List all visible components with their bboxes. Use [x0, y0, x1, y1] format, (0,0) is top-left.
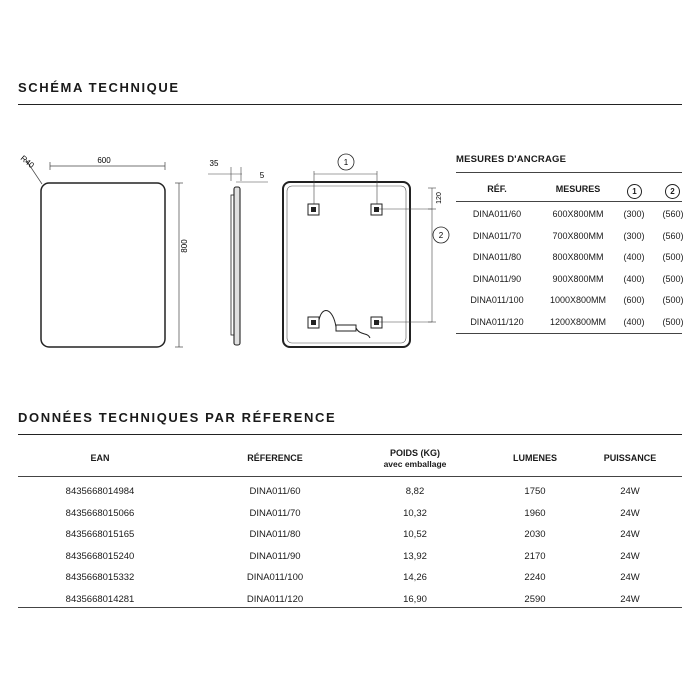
anchorage-cell-mesures: 1000X800MM: [549, 295, 607, 305]
tech-header-ean: EAN: [90, 453, 110, 463]
marker-2: 2: [438, 231, 444, 240]
tech-header-puissance: PUISSANCE: [603, 453, 657, 463]
anchorage-cell-c2: (500): [662, 252, 684, 262]
back-view: [283, 154, 449, 347]
tech-cell-ref: DINA011/100: [246, 572, 304, 584]
tech-cell-lumenes: 2240: [524, 572, 546, 584]
tech-cell-lumenes: 1960: [524, 507, 546, 519]
anchorage-header-rule: [456, 201, 682, 202]
tech-cell-ean: 8435668015066: [65, 507, 135, 519]
tech-cell-puissance: 24W: [620, 594, 640, 605]
anchorage-cell-c2: (560): [662, 209, 684, 219]
tech-cell-poids: 10,52: [403, 529, 427, 541]
tech-header-lumenes: LUMENES: [512, 453, 557, 463]
tech-cell-ean: 8435668014984: [65, 486, 135, 497]
anchorage-cell-ref: DINA011/60: [472, 209, 522, 219]
tech-cell-ean: 8435668015332: [65, 572, 135, 584]
tech-cell-puissance: 24W: [620, 507, 640, 519]
anchorage-cell-ref: DINA011/120: [470, 316, 524, 327]
anchorage-bottom-rule: [456, 333, 682, 334]
anchorage-cell-ref: DINA011/80: [472, 252, 522, 262]
tech-cell-lumenes: 1750: [524, 486, 546, 497]
tech-cell-poids: 10,32: [403, 507, 427, 519]
anchorage-cell-c2: (500): [662, 273, 684, 284]
schema-title: SCHÉMA TECHNIQUE: [18, 80, 180, 95]
anchorage-header-mesures: MESURES: [555, 184, 601, 194]
anchorage-cell-ref: DINA011/90: [472, 273, 522, 284]
anchorage-title: MESURES D'ANCRAGE: [456, 154, 567, 165]
tech-cell-puissance: 24W: [620, 529, 640, 541]
tech-cell-lumenes: 2590: [524, 594, 546, 605]
anchorage-cell-mesures: 700X800MM: [552, 230, 604, 241]
tech-cell-puissance: 24W: [620, 550, 640, 562]
tech-bottom-rule: [18, 607, 682, 608]
anchorage-cell-mesures: 800X800MM: [552, 252, 604, 262]
anchorage-cell-c2: (500): [662, 316, 684, 327]
marker-1: 1: [343, 158, 349, 167]
anchorage-header-c1: [627, 181, 642, 199]
tech-cell-lumenes: 2030: [524, 529, 546, 541]
anchorage-cell-c1: (300): [623, 209, 645, 219]
anchorage-header-ref: RÉF.: [487, 184, 507, 194]
tech-cell-ref: DINA011/80: [249, 529, 301, 541]
anchorage-cell-c2: (500): [662, 295, 684, 305]
dim-radius: R40: [18, 153, 36, 170]
dim-offset-120: 120: [436, 192, 443, 204]
dim-width: 600: [97, 156, 111, 165]
tech-cell-ref: DINA011/60: [249, 486, 301, 497]
tech-header-ref: RÉFERENCE: [247, 453, 303, 463]
anchorage-cell-c1: (400): [623, 252, 645, 262]
side-view: [208, 159, 268, 345]
anchorage-header-c2: [665, 181, 680, 199]
anchorage-top-rule: [456, 172, 682, 173]
circle-2-icon: 2: [665, 184, 680, 199]
tech-header-poids-sub: avec emballage: [383, 459, 447, 469]
anchorage-cell-c1: (300): [623, 230, 645, 241]
anchorage-cell-ref: DINA011/100: [470, 295, 524, 305]
tech-cell-ean: 8435668015165: [65, 529, 135, 541]
circle-1-icon: 1: [627, 184, 642, 199]
tech-cell-poids: 13,92: [403, 550, 427, 562]
anchorage-cell-mesures: 1200X800MM: [549, 316, 607, 327]
schema-title-rule: [18, 104, 682, 105]
tech-header-rule: [18, 476, 682, 477]
tech-cell-puissance: 24W: [620, 486, 640, 497]
tech-cell-ean: 8435668014281: [65, 594, 135, 605]
tech-cell-ref: DINA011/70: [249, 507, 301, 519]
dim-depth-35: 35: [209, 159, 219, 168]
tech-cell-ean: 8435668015240: [65, 550, 135, 562]
tech-cell-ref: DINA011/120: [246, 594, 304, 605]
front-view: [19, 154, 189, 347]
anchorage-cell-c1: (600): [623, 295, 645, 305]
tech-cell-puissance: 24W: [620, 572, 640, 584]
anchorage-cell-c1: (400): [623, 273, 645, 284]
anchorage-cell-c1: (400): [623, 316, 645, 327]
tech-title-rule: [18, 434, 682, 435]
anchorage-cell-ref: DINA011/70: [472, 230, 522, 241]
anchorage-cell-mesures: 600X800MM: [552, 209, 604, 219]
technical-drawing: [0, 140, 450, 360]
tech-cell-poids: 16,90: [403, 594, 427, 605]
tech-cell-ref: DINA011/90: [249, 550, 301, 562]
anchorage-cell-mesures: 900X800MM: [552, 273, 604, 284]
dim-depth-5: 5: [259, 171, 265, 180]
tech-cell-lumenes: 2170: [524, 550, 546, 562]
anchorage-cell-c2: (560): [662, 230, 684, 241]
dim-height: 800: [180, 239, 189, 253]
tech-cell-poids: 8,82: [405, 486, 425, 497]
tech-cell-poids: 14,26: [403, 572, 427, 584]
tech-header-poids: POIDS (KG): [389, 448, 440, 458]
tech-title: DONNÉES TECHNIQUES PAR RÉFERENCE: [18, 410, 337, 425]
